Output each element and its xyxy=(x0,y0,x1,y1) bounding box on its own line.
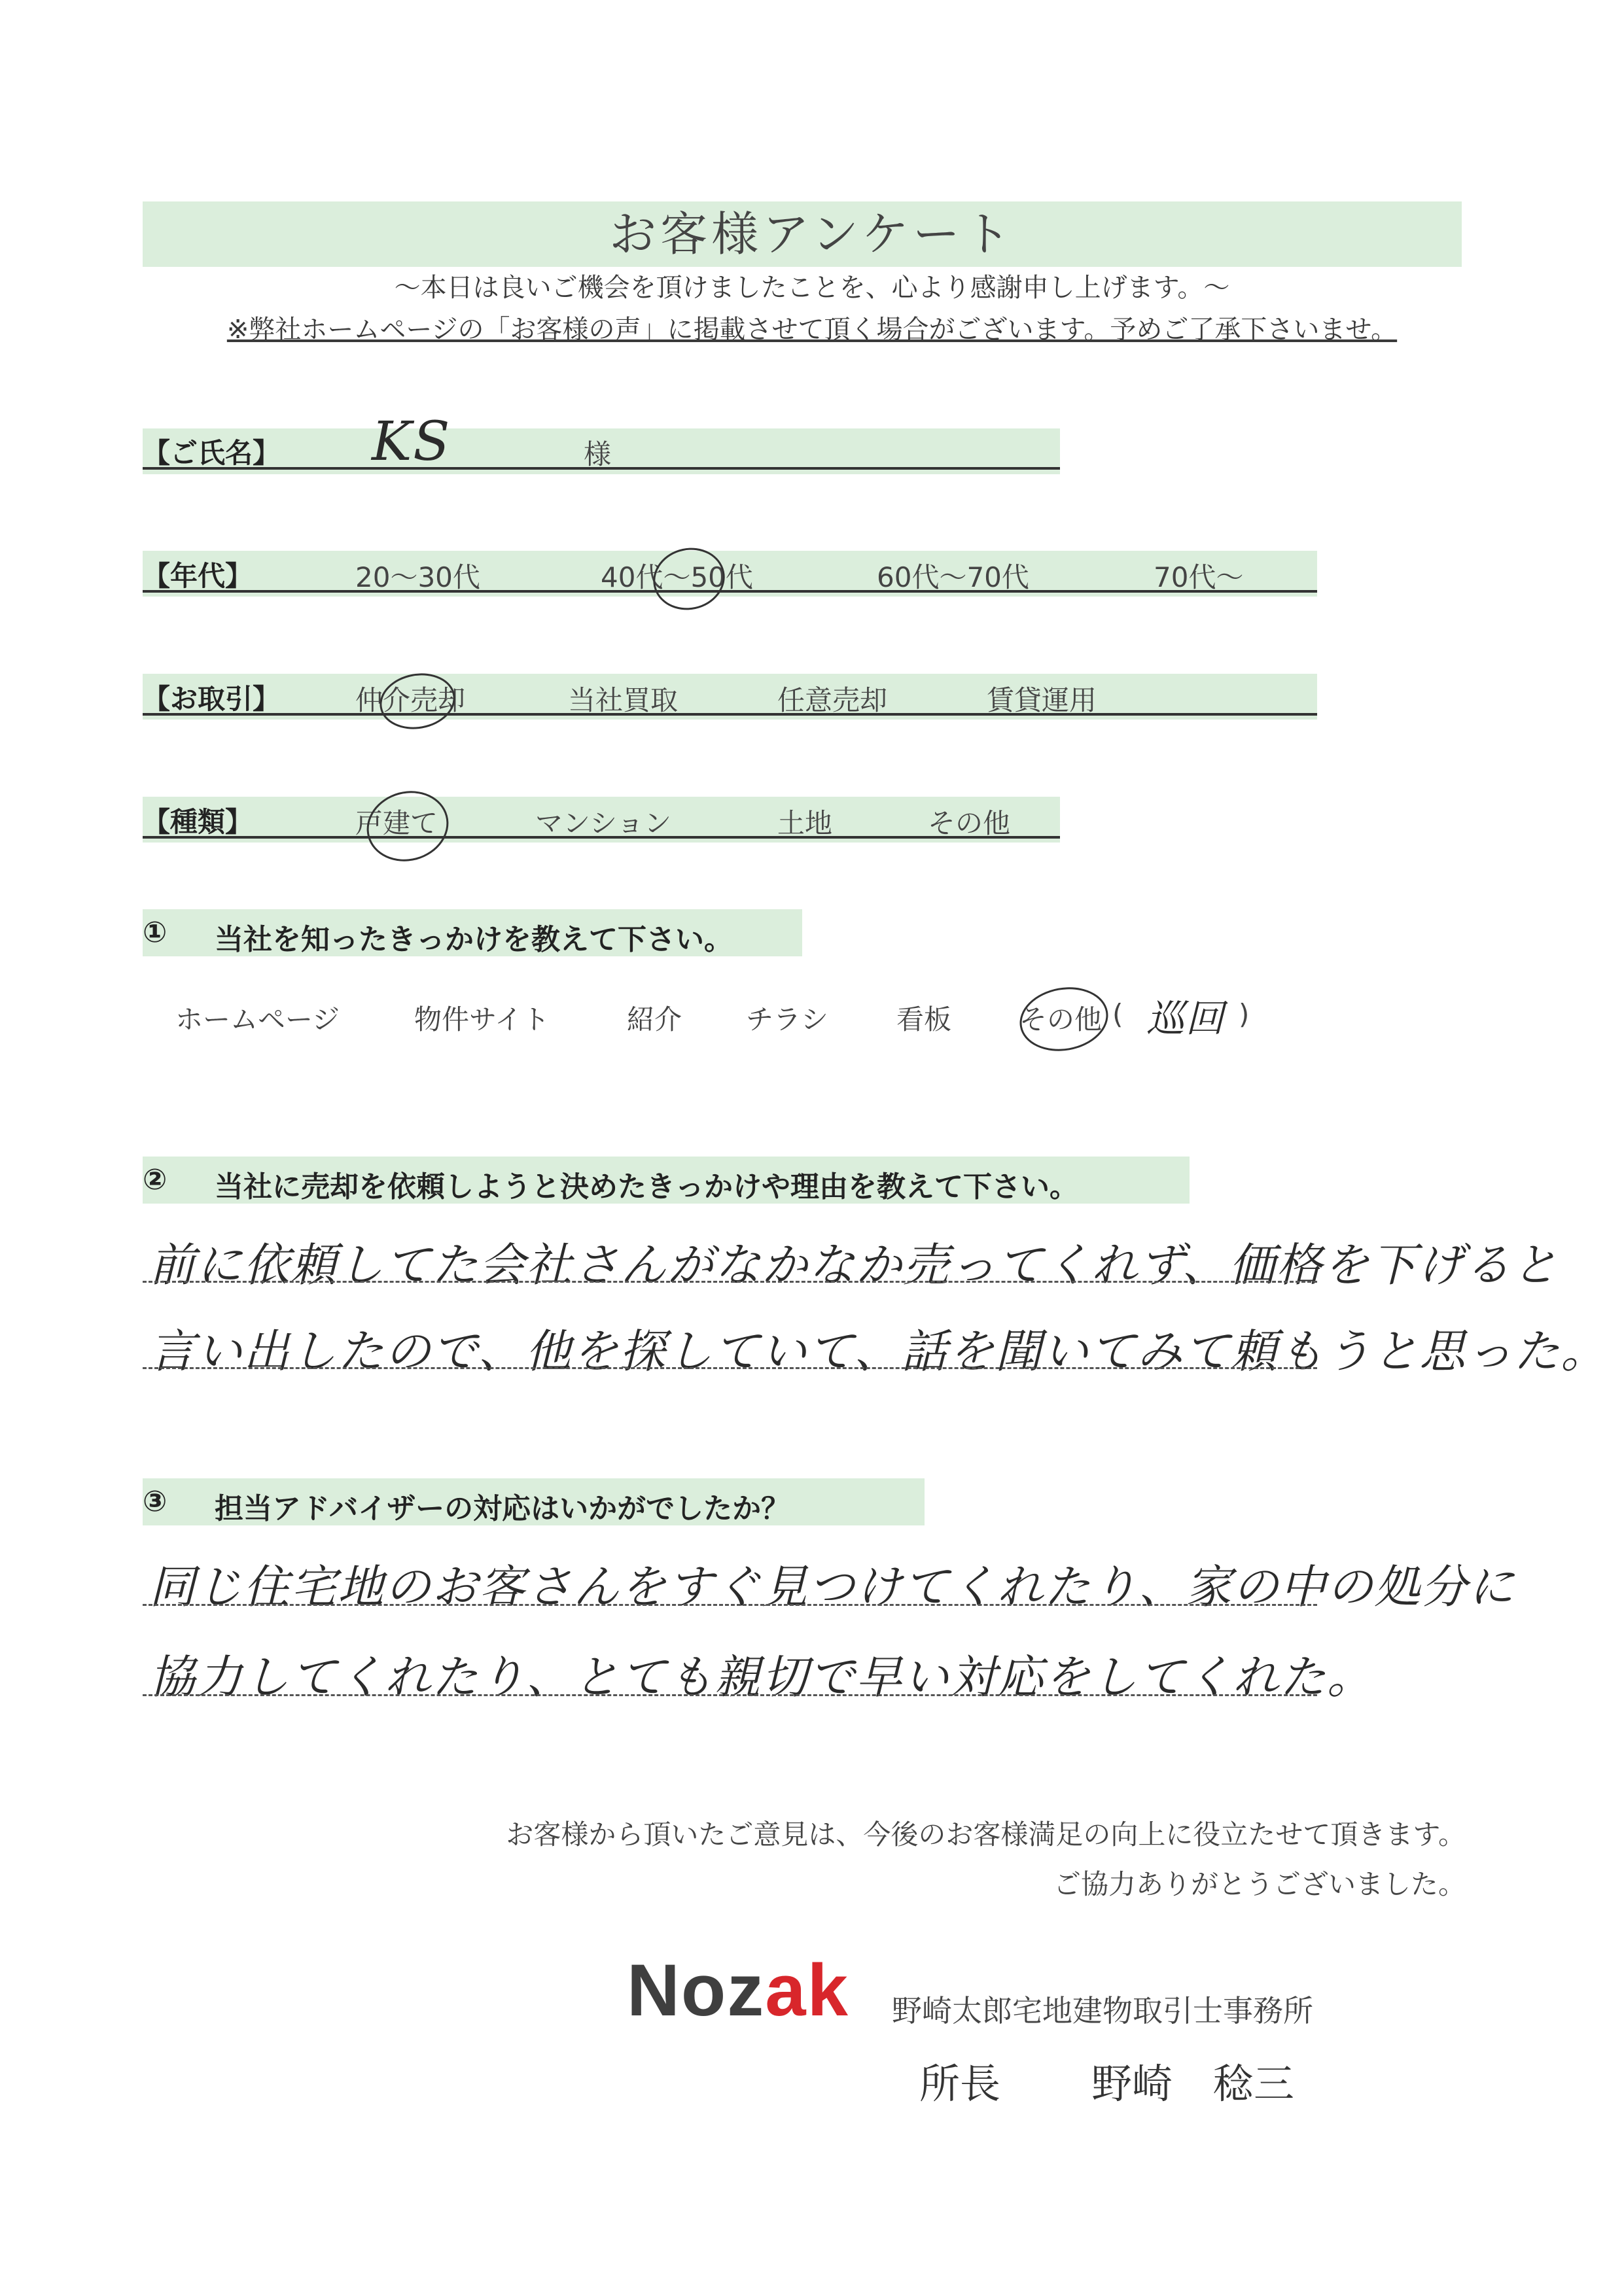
closing-line: ご協力ありがとうございました。 xyxy=(1053,1868,1466,1900)
q2-question: 当社に売却を依頼しようと決めたきっかけや理由を教えて下さい。 xyxy=(215,1170,1078,1204)
type-option[interactable]: 戸建て xyxy=(355,807,438,839)
selection-circle xyxy=(359,782,456,871)
transaction-option[interactable]: 任意売却 xyxy=(777,684,888,716)
q1-option[interactable]: ホームページ xyxy=(175,1003,340,1035)
q1-number: ① xyxy=(143,916,168,949)
type-option[interactable]: その他 xyxy=(928,807,1011,839)
q2-answer-line: 前に依頼してた会社さんがなかなか売ってくれず、価格を下げると xyxy=(149,1238,1559,1292)
name-suffix: 様 xyxy=(584,438,612,470)
answer-dotted-line xyxy=(143,1281,1317,1283)
age-label: 【年代】 xyxy=(143,560,253,592)
q2-number: ② xyxy=(143,1163,168,1196)
transaction-option[interactable]: 仲介売却 xyxy=(355,684,466,716)
signatory-name: 野崎 稔三 xyxy=(1091,2060,1295,2108)
signatory-title: 所長 xyxy=(919,2060,1001,2108)
age-option[interactable]: 20〜30代 xyxy=(355,561,480,593)
q3-question: 担当アドバイザーの対応はいかがでしたか？ xyxy=(215,1492,790,1525)
age-option[interactable]: 60代〜70代 xyxy=(877,561,1029,593)
subtitle: 〜本日は良いご機会を頂けましたことを、心より感謝申し上げます。〜 xyxy=(394,273,1230,303)
type-option[interactable]: 土地 xyxy=(777,807,833,839)
transaction-option[interactable]: 賃貸運用 xyxy=(987,684,1097,716)
q1-other-answer[interactable]: 巡回 xyxy=(1146,996,1226,1041)
q1-other-close: ) xyxy=(1239,998,1250,1030)
q3-answer-line: 協力してくれたり、とても親切で早い対応をしてくれた。 xyxy=(149,1650,1374,1704)
transaction-option[interactable]: 当社買取 xyxy=(568,684,679,716)
q1-question: 当社を知ったきっかけを教えて下さい。 xyxy=(215,923,733,956)
logo-main: Noz xyxy=(627,1949,766,2031)
q3-number: ③ xyxy=(143,1485,168,1518)
transaction-underline xyxy=(143,713,1317,716)
page-title: お客様アンケート xyxy=(609,207,1015,262)
type-option[interactable]: マンション xyxy=(535,807,672,839)
company-logo xyxy=(627,1948,849,2032)
q1-other-open: ( xyxy=(1112,998,1123,1030)
answer-dotted-line xyxy=(143,1694,1317,1696)
logo-accent: ak xyxy=(765,1949,849,2031)
answer-dotted-line xyxy=(143,1604,1317,1606)
q1-option[interactable]: 看板 xyxy=(896,1003,952,1035)
name-value[interactable]: KS xyxy=(372,411,451,473)
type-label: 【種類】 xyxy=(143,806,253,838)
company-name: 野崎太郎宅地建物取引士事務所 xyxy=(892,1993,1313,2028)
answer-dotted-line xyxy=(143,1367,1317,1369)
q1-option[interactable]: 物件サイト xyxy=(414,1003,550,1035)
notice: ※弊社ホームページの「お客様の声」に掲載させて頂く場合がございます。予めご了承下さいませ。 xyxy=(226,315,1398,345)
age-option[interactable]: 40代〜50代 xyxy=(601,561,753,593)
q2-answer-line: 言い出したので、他を探していて、話を聞いてみて頼もうと思った。 xyxy=(149,1325,1608,1378)
q3-answer-line: 同じ住宅地のお客さんをすぐ見つけてくれたり、家の中の処分に xyxy=(149,1560,1515,1614)
age-option[interactable]: 70代〜 xyxy=(1154,561,1244,593)
transaction-label: 【お取引】 xyxy=(143,683,281,715)
q1-option[interactable]: その他 xyxy=(1019,1003,1103,1035)
selection-circle xyxy=(1015,981,1114,1058)
closing-line: お客様から頂いたご意見は、今後のお客様満足の向上に役立たせて頂きます。 xyxy=(506,1818,1466,1851)
q1-option[interactable]: チラシ xyxy=(746,1003,829,1035)
name-label: 【ご氏名】 xyxy=(143,437,281,469)
q1-option[interactable]: 紹介 xyxy=(627,1003,682,1035)
